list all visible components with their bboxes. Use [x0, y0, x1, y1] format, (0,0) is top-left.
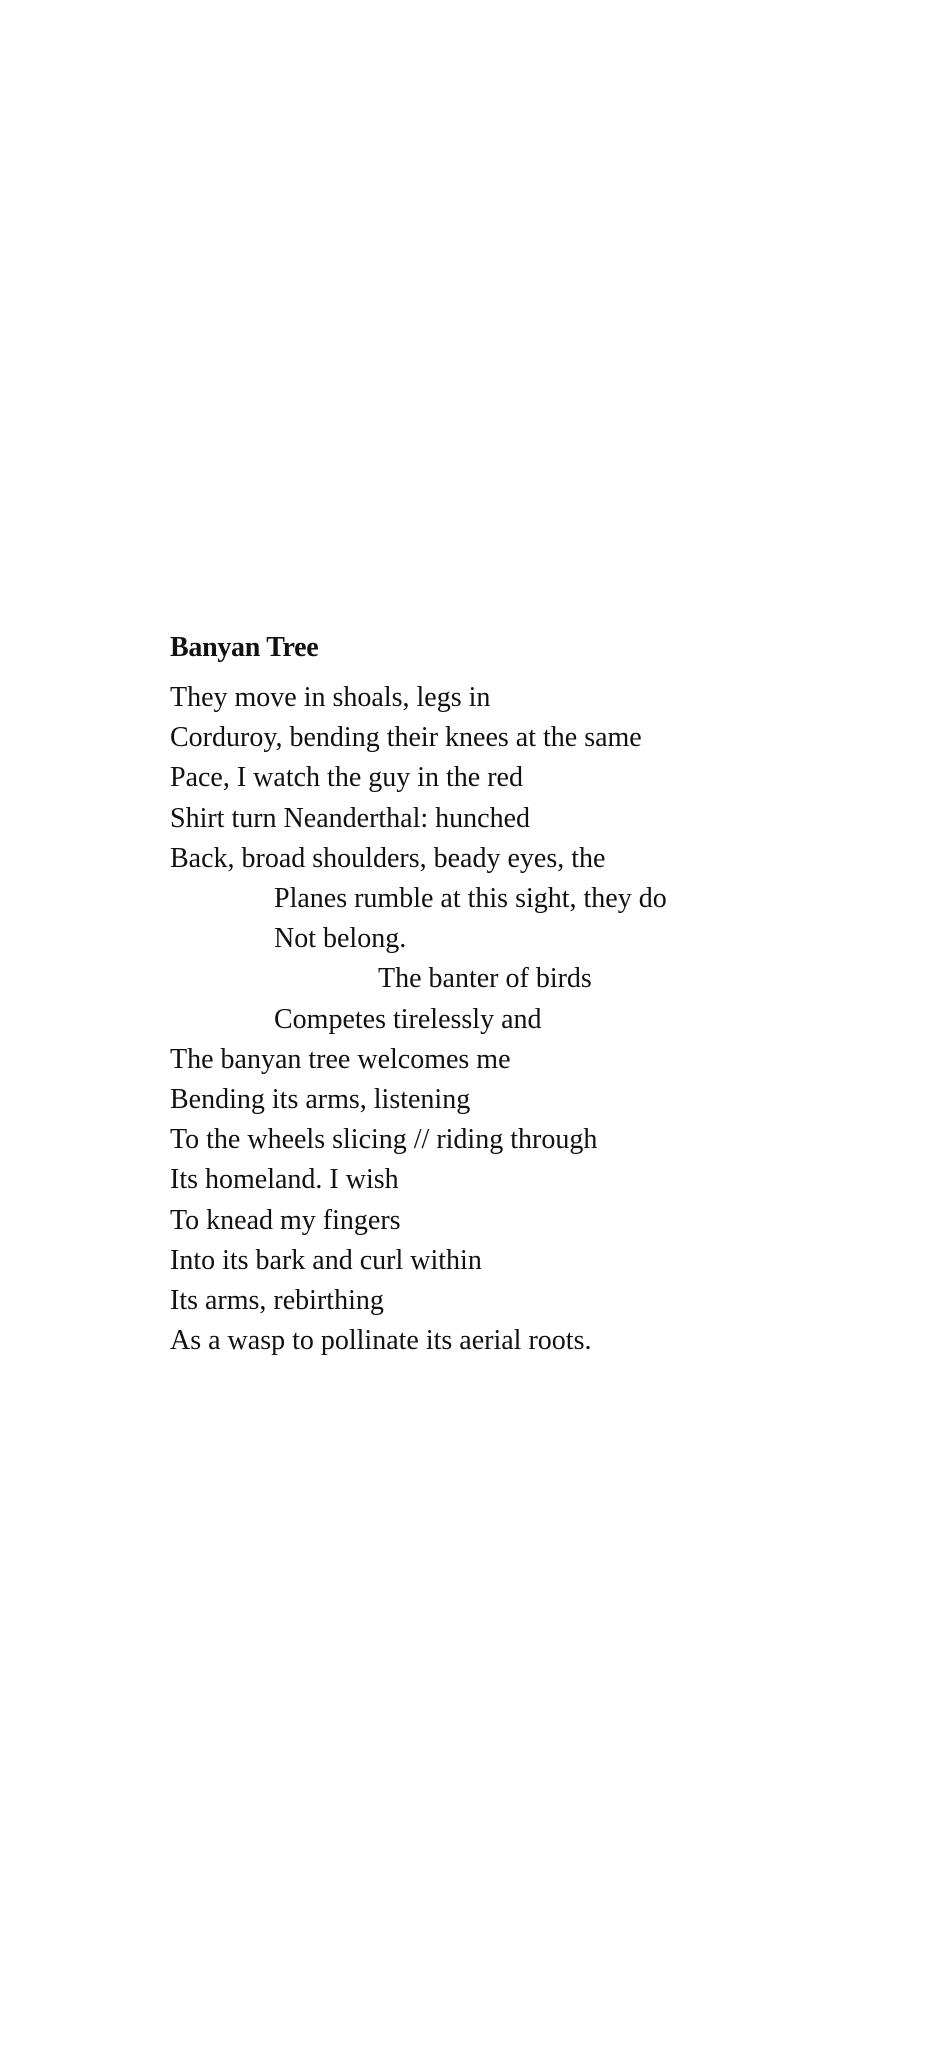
- poem-line: Pace, I watch the guy in the red: [170, 762, 523, 794]
- poem-line: To the wheels slicing // riding through: [170, 1124, 598, 1156]
- poem-line-indented: Planes rumble at this sight, they do: [274, 883, 667, 915]
- poem-line: Shirt turn Neanderthal: hunched: [170, 802, 531, 834]
- poem-line: As a wasp to pollinate its aerial roots.: [170, 1325, 592, 1357]
- poem-line: To knead my fingers: [170, 1204, 401, 1236]
- poem-line: Back, broad shoulders, beady eyes, the: [170, 842, 606, 874]
- poem-line-indented: Not belong.: [274, 923, 407, 955]
- poem-line: Its arms, rebirthing: [170, 1285, 384, 1317]
- poem: [170, 628, 870, 1361]
- poem-line-indented: The banter of birds: [378, 963, 592, 995]
- poem-title: Banyan Tree: [170, 632, 319, 663]
- poem-line: Corduroy, bending their knees at the same: [170, 722, 642, 754]
- poem-line: Its homeland. I wish: [170, 1164, 399, 1196]
- poem-line: Into its bark and curl within: [170, 1244, 482, 1276]
- poem-line: The banyan tree welcomes me: [170, 1043, 511, 1075]
- poem-body: [170, 678, 870, 1361]
- poem-line: They move in shoals, legs in: [170, 682, 491, 713]
- poem-line: Bending its arms, listening: [170, 1084, 471, 1116]
- poem-line-indented: Competes tirelessly and: [274, 1003, 542, 1035]
